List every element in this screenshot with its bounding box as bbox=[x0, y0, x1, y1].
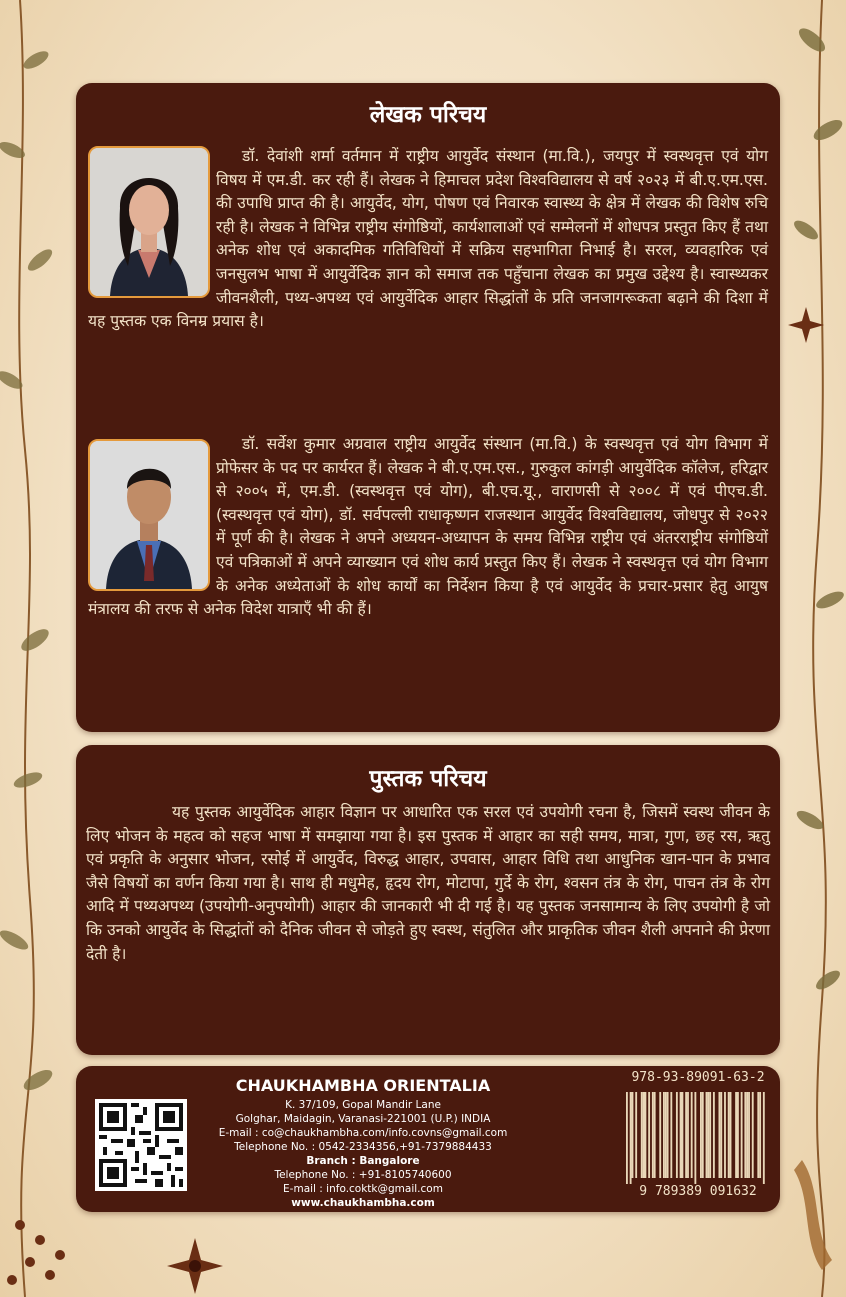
barcode-digits: 9 789389 091632 bbox=[639, 1184, 757, 1199]
barcode-bar bbox=[659, 1092, 661, 1178]
barcode-bar bbox=[702, 1092, 704, 1178]
author1-bio-text: डॉ. देवांशी शर्मा वर्तमान में राष्ट्रीय आयुर्वेद संस्थान (मा.वि.), जयपुर में स्वस्थवृत्त एवं योग विषय में एम.डी. कर रही हैं। लेखक ने हिमाचल प्रदेश विश्वविद्यालय से वर्ष २०२३ में बी.ए.एम.एस. की उपाधि प्राप्त की है। आयुर्वेद, योग, पोषण एवं निवारक स्वास्थ्य के क्षेत्र में लेखक की विशेष रुचि रही है। लेखक ने विभिन्न राष्ट्रीय संगोष्ठियों, कार्यशालाओं एवं सम्मेलनों में शोधपत्र प्रस्तुत किए हैं तथा अनेक शोध एवं अकादमिक गतिविधियों में सक्रिय सहभागिता निभाई है। सरल, व्यवहारिक एवं जनसुलभ भाषा में आयुर्वेदिक ज्ञान को समाज तक पहुँचाना लेखक का प्रमुख उद्देश्य है। स्वास्थ्यकर जीवनशैली, पथ्य-अपथ्य एवं आयुर्वेदिक आहार सिद्धांतों के प्रति जनजागरूकता बढ़ाने की दिशा में यह पुस्तक एक विनम्र प्रयास है। bbox=[88, 147, 768, 331]
book-section-heading: पुस्तक परिचय bbox=[369, 766, 487, 792]
barcode-bar bbox=[643, 1092, 645, 1178]
publisher-phone: Telephone No. : 0542-2334356,+91-7379884433 bbox=[234, 1141, 492, 1153]
isbn-number: 978-93-89091-63-2 bbox=[631, 1070, 765, 1085]
barcode-bar bbox=[720, 1092, 722, 1178]
barcode-bars bbox=[624, 1092, 774, 1184]
barcode-bar bbox=[630, 1092, 632, 1184]
barcode-bar bbox=[737, 1092, 739, 1178]
barcode-bar bbox=[757, 1092, 759, 1178]
author2-bio-text: डॉ. सर्वेश कुमार अग्रवाल राष्ट्रीय आयुर्वेद संस्थान (मा.वि.) के स्वस्थवृत्त एवं योग विभाग में प्रोफेसर के पद पर कार्यरत हैं। लेखक ने बी.ए.एम.एस., गुरुकुल कांगड़ी आयुर्वेदिक कॉलेज, हरिद्वार से २००५ में, एम.डी. (स्वस्थवृत्त एवं योग), बी.एच.यू., वाराणसी से २००८ में एवं पीएच.डी. (स्वस्थवृत्त एवं योग), डॉ. सर्वपल्ली राधाकृष्णन राजस्थान आयुर्वेद विश्वविद्यालय, जोधपुर से २०२२ में पूर्ण की है। लेखक ने अपने अध्ययन-अध्यापन के समय विभिन्न राष्ट्रीय एवं अंतरराष्ट्रीय संगोष्ठियों एवं पत्रिकाओं में अपने व्याख्यान एवं शोध कार्य प्रस्तुत किए हैं। लेखक ने स्वस्थवृत्त एवं योग विभाग के अनेक अध्येताओं के शोध कार्यों का निर्देशन किया है एवं आयुर्वेद के प्रचार-प्रसार हेतु आयुष मंत्रालय की तरफ से अनेक विदेश यात्राएँ भी की हैं। bbox=[88, 435, 768, 619]
isbn-barcode bbox=[620, 1070, 776, 1206]
barcode-bar bbox=[741, 1092, 743, 1178]
barcode-bar bbox=[744, 1092, 746, 1178]
barcode-bar bbox=[730, 1092, 732, 1178]
barcode-bar bbox=[694, 1092, 696, 1184]
barcode-bar bbox=[663, 1092, 665, 1178]
barcode-bar bbox=[748, 1092, 750, 1178]
book-description: यह पुस्तक आयुर्वेदिक आहार विज्ञान पर आधारित एक सरल एवं उपयोगी रचना है, जिसमें स्वस्थ जीवन के लिए भोजन के महत्व को सहज भाषा में समझाया गया है। इस पुस्तक में आहार का सही समय, मात्रा, गुण, छह रस, ऋतु एवं प्रकृति के अनुसार भोजन, रसोई में आयुर्वेद, विरुद्ध आहार, उपवास, आहार विधि तथा आधुनिक खान-पान के प्रभाव जैसे विषयों का वर्णन किया गया है। साथ ही मधुमेह, हृदय रोग, मोटापा, गुर्दे के रोग, श्वसन तंत्र के रोग, पाचन तंत्र के रोग आदि में पथ्यअपथ्य (उपयोगी-अनुपयोगी) आहार की जानकारी भी दी गई है। यह पुस्तक जनसामान्य के लिए उपयोगी है जो कि उनको आयुर्वेद के सिद्धांतों को दैनिक जीवन से जोड़ते हुए स्वस्थ, संतुलित और प्राकृतिक जीवन शैली अपनाने की प्रेरणा देती है। bbox=[86, 803, 770, 963]
barcode-bar bbox=[645, 1092, 647, 1178]
barcode-bar bbox=[635, 1092, 637, 1178]
barcode-bar bbox=[665, 1092, 667, 1178]
barcode-bar bbox=[667, 1092, 669, 1178]
author2-bio-block bbox=[88, 433, 768, 622]
barcode-bar bbox=[752, 1092, 754, 1178]
barcode-bar bbox=[680, 1092, 682, 1178]
barcode-bar bbox=[724, 1092, 726, 1178]
herb-branch-right-decoration bbox=[782, 0, 846, 1297]
branch-email: E-mail : info.coktk@gmail.com bbox=[283, 1183, 443, 1195]
branch-label: Branch : Bangalore bbox=[306, 1155, 420, 1167]
barcode-bar bbox=[763, 1092, 765, 1184]
barcode-bar bbox=[728, 1092, 730, 1178]
herb-branch-left-decoration bbox=[0, 0, 80, 1297]
barcode-bar bbox=[626, 1092, 628, 1184]
barcode-bar bbox=[632, 1092, 634, 1178]
barcode-bar bbox=[709, 1092, 711, 1178]
author-introduction-panel bbox=[76, 83, 780, 732]
publisher-address-line2: Golghar, Maidagin, Varanasi-221001 (U.P.) INDIA bbox=[235, 1113, 491, 1125]
barcode-bar bbox=[670, 1092, 672, 1178]
barcode-bar bbox=[700, 1092, 702, 1178]
publisher-panel bbox=[76, 1066, 780, 1212]
barcode-bar bbox=[652, 1092, 654, 1178]
author1-bio-block bbox=[88, 145, 768, 334]
barcode-bar bbox=[707, 1092, 709, 1178]
barcode-bar bbox=[654, 1092, 656, 1178]
barcode-bar bbox=[735, 1092, 737, 1178]
barcode-bar bbox=[759, 1092, 761, 1178]
barcode-bar bbox=[746, 1092, 748, 1178]
publisher-contact bbox=[206, 1098, 520, 1210]
publisher-name: CHAUKHAMBHA ORIENTALIA bbox=[235, 1076, 491, 1095]
barcode-bar bbox=[676, 1092, 678, 1178]
star-anise-decoration bbox=[160, 1230, 230, 1297]
barcode-bar bbox=[719, 1092, 721, 1178]
author-section-heading: लेखक परिचय bbox=[369, 102, 487, 128]
barcode-bar bbox=[691, 1092, 693, 1178]
publisher-email: E-mail : co@chaukhambha.com/info.covns@gmail.com bbox=[218, 1127, 508, 1139]
barcode-bar bbox=[648, 1092, 650, 1178]
barcode-bar bbox=[682, 1092, 684, 1178]
publisher-website: www.chaukhambha.com bbox=[291, 1197, 435, 1209]
publisher-address-line1: K. 37/109, Gopal Mandir Lane bbox=[285, 1099, 441, 1111]
barcode-bar bbox=[641, 1092, 643, 1178]
barcode-bar bbox=[713, 1092, 715, 1178]
barcode-bar bbox=[685, 1092, 687, 1178]
barcode-bar bbox=[706, 1092, 708, 1178]
qr-code bbox=[95, 1099, 187, 1191]
book-introduction-panel bbox=[76, 745, 780, 1055]
branch-phone: Telephone No. : +91-8105740600 bbox=[274, 1169, 452, 1181]
barcode-bar bbox=[687, 1092, 689, 1178]
